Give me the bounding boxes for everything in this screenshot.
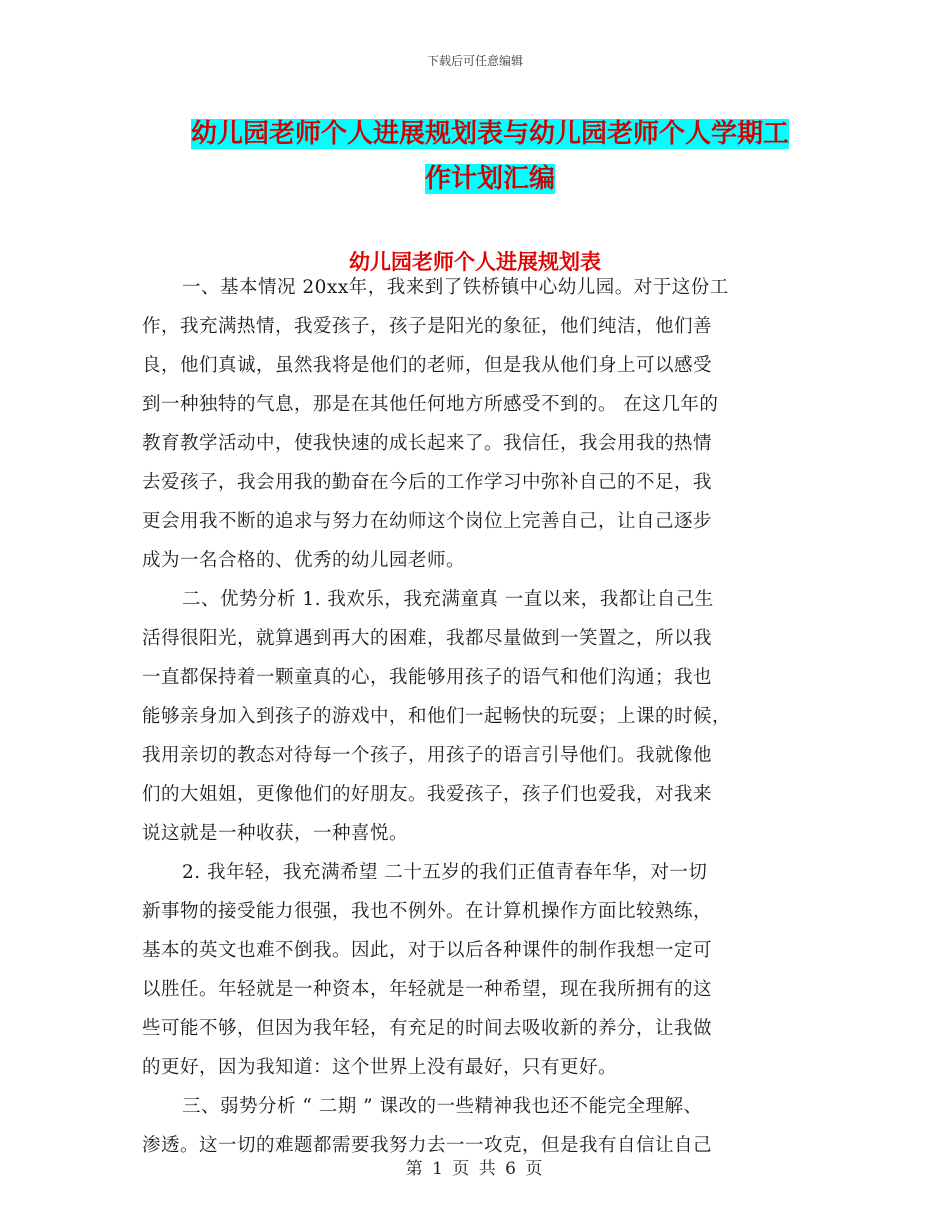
text-line: 教育教学活动中，使我快速的成长起来了。我信任，我会用我的热情 — [142, 433, 713, 454]
paragraph-strengths-1 — [142, 580, 812, 853]
document-title-line-1: 幼儿园老师个人进展规划表与幼儿园老师个人学期工 — [190, 119, 789, 149]
text-line: 些可能不够，但因为我年轻，有充足的时间去吸收新的养分，让我做 — [142, 1018, 713, 1039]
text-line: 们的大姐姐，更像他们的好朋友。我爱孩子，孩子们也爱我，对我来 — [142, 784, 713, 805]
text-line: 说这就是一种收获，一种喜悦。 — [142, 823, 409, 844]
text-line: 成为一名合格的、优秀的幼儿园老师。 — [142, 550, 466, 571]
text-line: 一直都保持着一颗童真的心，我能够用孩子的语气和他们沟通；我也 — [142, 667, 713, 688]
text-line: 二、优势分析 1. 我欢乐，我充满童真 一直以来，我都让自己生 — [182, 589, 714, 610]
text-line: 新事物的接受能力很强，我也不例外。在计算机操作方面比较熟练， — [142, 901, 713, 922]
text-line: 基本的英文也难不倒我。因此，对于以后各种课件的制作我想一定可 — [142, 940, 713, 961]
text-line: 活得很阳光，就算遇到再大的困难，我都尽量做到一笑置之，所以我 — [142, 628, 713, 649]
document-title — [150, 112, 830, 202]
text-line: 更会用我不断的追求与努力在幼师这个岗位上完善自己，让自己逐步 — [142, 511, 713, 532]
text-line: 良，他们真诚，虽然我将是他们的老师，但是我从他们身上可以感受 — [142, 355, 713, 376]
text-line: 能够亲身加入到孩子的游戏中，和他们一起畅快的玩耍；上课的时候， — [142, 706, 732, 727]
page-number: 第 1 页 共 6 页 — [405, 1159, 545, 1179]
paragraph-strengths-2 — [142, 853, 812, 1087]
page-header-note: 下载后可任意编辑 — [426, 54, 523, 68]
document-title-line-2: 作计划汇编 — [424, 164, 555, 194]
text-line: 以胜任。年轻就是一种资本，年轻就是一种希望，现在我所拥有的这 — [142, 979, 713, 1000]
text-line: 作，我充满热情，我爱孩子，孩子是阳光的象征，他们纯洁，他们善 — [142, 316, 713, 337]
text-line: 我用亲切的教态对待每一个孩子，用孩子的语言引导他们。我就像他 — [142, 745, 713, 766]
text-line: 2. 我年轻，我充满希望 二十五岁的我们正值青春年华，对一切 — [182, 862, 708, 883]
section-title: 幼儿园老师个人进展规划表 — [349, 250, 601, 274]
text-line: 去爱孩子，我会用我的勤奋在今后的工作学习中弥补自己的不足，我 — [142, 472, 713, 493]
text-line: 三、弱势分析 “ 二期 ” 课改的一些精神我也还不能完全理解、 — [182, 1096, 703, 1117]
text-line: 渗透。这一切的难题都需要我努力去一一攻克，但是我有自信让自己 — [142, 1135, 713, 1156]
text-line: 到一种独特的气息，那是在其他任何地方所感受不到的。 在这几年的 — [142, 394, 719, 415]
paragraph-basic-situation — [142, 268, 812, 580]
text-line: 的更好，因为我知道：这个世界上没有最好，只有更好。 — [142, 1057, 618, 1078]
body-text — [142, 268, 812, 1165]
text-line: 一、基本情况 20xx年，我来到了铁桥镇中心幼儿园。对于这份工 — [182, 277, 729, 298]
